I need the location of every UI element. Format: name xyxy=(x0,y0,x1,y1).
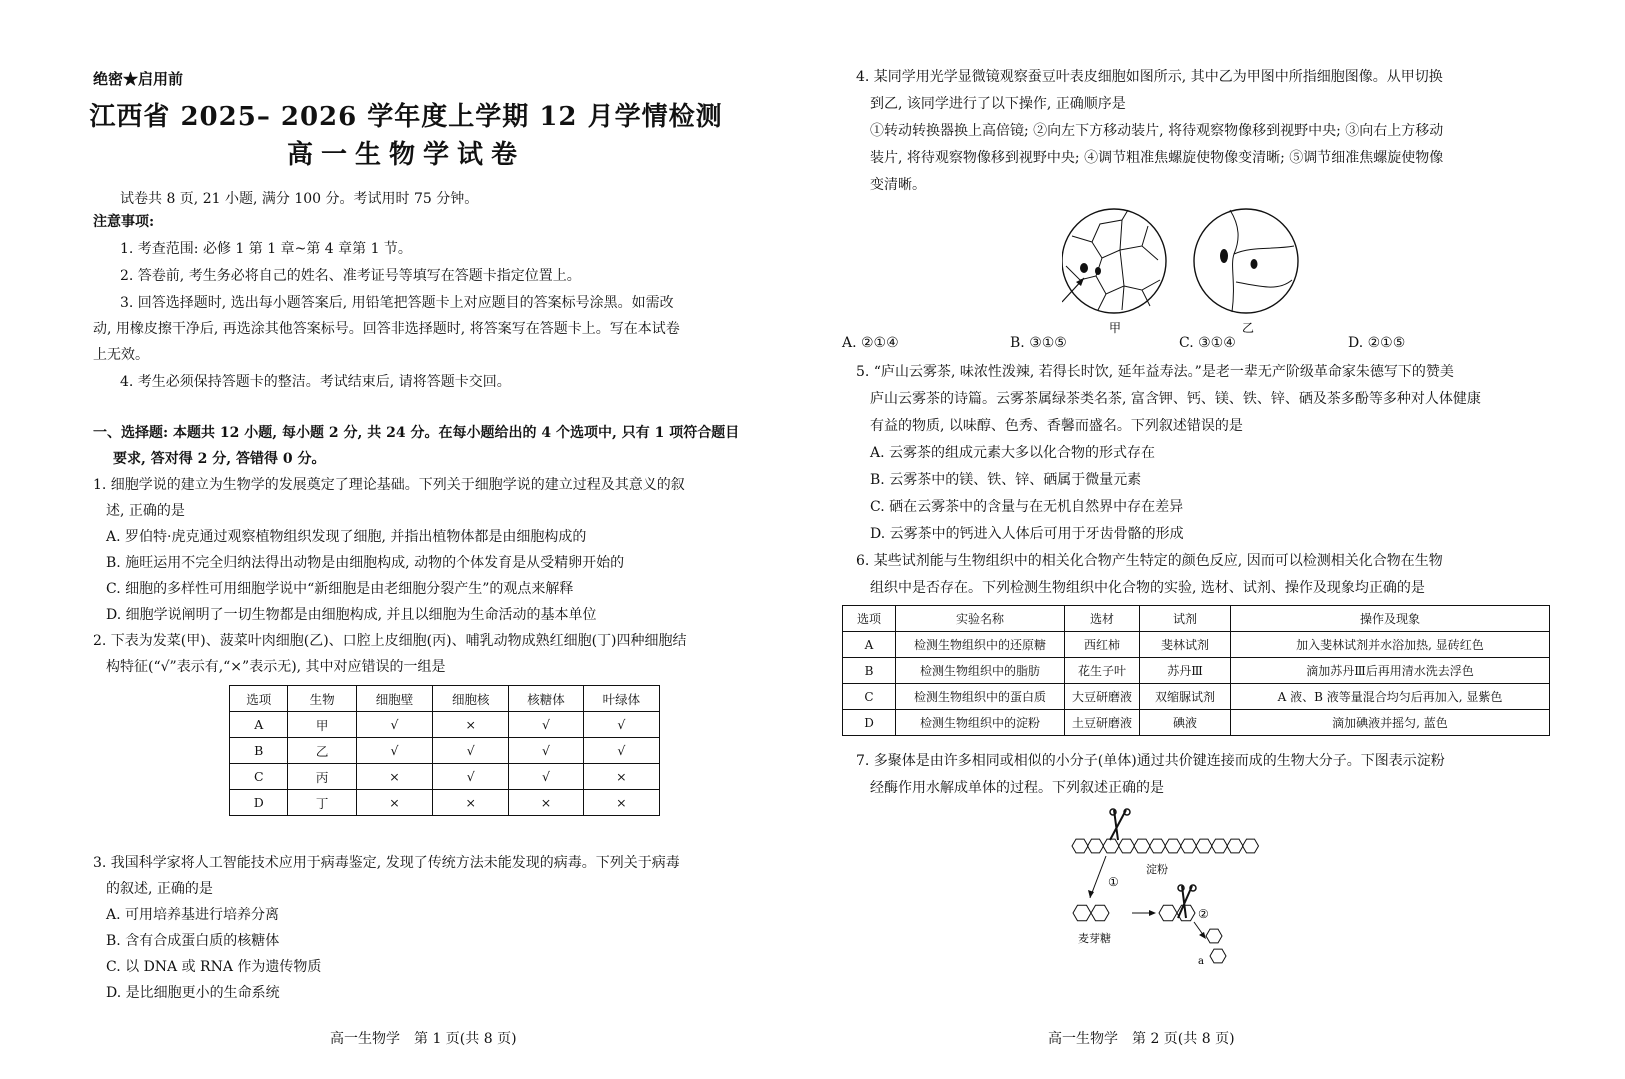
q1-option-c: C. 细胞的多样性可用细胞学说中“新细胞是由老细胞分裂产生”的观点来解释 xyxy=(106,581,574,597)
table-cell: √ xyxy=(433,764,509,790)
table-cell: √ xyxy=(583,738,659,764)
microscope-figure xyxy=(1062,206,1302,342)
q1-option-d: D. 细胞学说阐明了一切生物都是由细胞构成, 并且以细胞为生命活动的基本单位 xyxy=(106,607,597,623)
q1-stem: 1. 细胞学说的建立为生物学的发展奠定了理论基础。下列关于细胞学说的建立过程及其意义的叙 xyxy=(93,477,685,493)
q6-table-header xyxy=(843,606,1550,632)
label-starch: 淀粉 xyxy=(1146,863,1168,876)
table-cell: 碘液 xyxy=(1140,710,1231,736)
table-cell: C xyxy=(843,684,896,710)
q2-table xyxy=(229,685,660,816)
note-3-end: 上无效。 xyxy=(93,347,149,363)
label-a: a xyxy=(1198,956,1204,967)
q4-steps-2: 装片, 将待观察物像移到视野中央; ④调节粗准焦螺旋使物像变清晰; ⑤调节细准焦螺旋使物像 xyxy=(870,150,1444,166)
table-row xyxy=(843,658,1550,684)
figure-label-jia: 甲 xyxy=(1109,321,1122,335)
q3-stem: 3. 我国科学家将人工智能技术应用于病毒鉴定, 发现了传统方法未能发现的病毒。下列关于病毒 xyxy=(93,855,680,871)
table-cell: 土豆研磨液 xyxy=(1065,710,1140,736)
q2-header-cell: 生物 xyxy=(288,686,356,712)
q6-header-cell: 选材 xyxy=(1065,606,1140,632)
table-row xyxy=(843,710,1550,736)
glucose-ring xyxy=(1210,949,1226,963)
q5-stem-cont1: 庐山云雾茶的诗篇。云雾茶属绿茶类名茶, 富含钾、钙、镁、铁、锌、硒及茶多酚等多种对人体健康 xyxy=(870,391,1481,407)
glucose-ring xyxy=(1181,839,1197,853)
q2-header-cell: 细胞核 xyxy=(433,686,509,712)
table-cell: √ xyxy=(509,712,583,738)
table-cell: 双缩脲试剂 xyxy=(1140,684,1231,710)
table-cell: × xyxy=(583,790,659,816)
starch-chain xyxy=(1072,839,1259,853)
q2-header-cell: 核糖体 xyxy=(509,686,583,712)
q7-stem-cont: 经酶作用水解成单体的过程。下列叙述正确的是 xyxy=(870,780,1164,796)
note-2: 2. 答卷前, 考生务必将自己的姓名、准考证号等填写在答题卡指定位置上。 xyxy=(120,268,581,284)
table-cell: × xyxy=(356,764,432,790)
q5-option-a: A. 云雾茶的组成元素大多以化合物的形式存在 xyxy=(870,445,1156,461)
table-cell: 苏丹Ⅲ xyxy=(1140,658,1231,684)
q3-option-b: B. 含有合成蛋白质的核糖体 xyxy=(106,933,280,949)
q6-table xyxy=(842,605,1550,736)
table-cell: B xyxy=(843,658,896,684)
q2-header-cell: 细胞壁 xyxy=(356,686,432,712)
glucose-monomer xyxy=(1210,949,1226,963)
q4-steps-1: ①转动转换器换上高倍镜; ②向左下方移动装片, 将待观察物像移到视野中央; ③向右上方移动 xyxy=(870,123,1444,139)
table-cell: 乙 xyxy=(288,738,356,764)
table-cell: 丁 xyxy=(288,790,356,816)
field-yi xyxy=(1194,209,1298,313)
q6-header-cell: 实验名称 xyxy=(896,606,1065,632)
table-cell: × xyxy=(433,712,509,738)
scissors-icon xyxy=(1178,885,1196,918)
starch-hydrolysis-figure xyxy=(1070,806,1270,976)
arrow-icon xyxy=(1199,932,1206,939)
table-row xyxy=(843,632,1550,658)
table-row xyxy=(230,738,660,764)
glucose-ring xyxy=(1088,839,1104,853)
figure-label-yi: 乙 xyxy=(1242,321,1255,335)
glucose-ring xyxy=(1227,839,1243,853)
q5-option-c: C. 硒在云雾茶中的含量与在无机自然界中存在差异 xyxy=(870,499,1184,515)
glucose-ring xyxy=(1073,905,1091,921)
glucose-ring xyxy=(1206,929,1222,943)
q6-stem-cont: 组织中是否存在。下列检测生物组织中化合物的实验, 选材、试剂、操作及现象均正确的是 xyxy=(870,580,1425,596)
label-step1: ① xyxy=(1108,875,1119,889)
table-cell: A 液、B 液等量混合均匀后再加入, 显紫色 xyxy=(1231,684,1550,710)
q1-stem-cont: 述, 正确的是 xyxy=(106,503,185,519)
table-cell: 检测生物组织中的蛋白质 xyxy=(896,684,1065,710)
q6-header-cell: 操作及现象 xyxy=(1231,606,1550,632)
glucose-ring xyxy=(1091,905,1109,921)
glucose-ring xyxy=(1196,839,1212,853)
q2-header-cell: 叶绿体 xyxy=(583,686,659,712)
glucose-ring xyxy=(1159,905,1177,921)
maltose-molecule-2 xyxy=(1159,905,1195,921)
table-cell: D xyxy=(230,790,288,816)
q5-option-d: D. 云雾茶中的钙进入人体后可用于牙齿骨骼的形成 xyxy=(870,526,1184,542)
glucose-ring xyxy=(1072,839,1088,853)
note-4: 4. 考生必须保持答题卡的整洁。考试结束后, 请将答题卡交回。 xyxy=(120,374,511,390)
q5-stem-cont2: 有益的物质, 以味醇、色秀、香馨而盛名。下列叙述错误的是 xyxy=(870,418,1243,434)
table-cell: √ xyxy=(509,764,583,790)
glucose-ring xyxy=(1212,839,1228,853)
q3-stem-cont: 的叙述, 正确的是 xyxy=(106,881,213,897)
table-cell: 加入斐林试剂并水浴加热, 显砖红色 xyxy=(1231,632,1550,658)
table-cell: 检测生物组织中的还原糖 xyxy=(896,632,1065,658)
q4-option-b: B. ③①⑤ xyxy=(1010,335,1067,351)
glucose-ring xyxy=(1134,839,1150,853)
q4-stem-cont: 到乙, 该同学进行了以下操作, 正确顺序是 xyxy=(870,96,1126,112)
table-cell: D xyxy=(843,710,896,736)
glucose-ring xyxy=(1103,839,1119,853)
q4-steps-3: 变清晰。 xyxy=(870,177,926,193)
table-cell: 大豆研磨液 xyxy=(1065,684,1140,710)
q2-table-header xyxy=(230,686,660,712)
q2-stem: 2. 下表为发菜(甲)、菠菜叶肉细胞(乙)、口腔上皮细胞(丙)、哺乳动物成熟红细胞(丁)四种细胞结 xyxy=(93,633,687,649)
q2-header-cell: 选项 xyxy=(230,686,288,712)
notes-header: 注意事项: xyxy=(93,214,155,230)
page-footer-2: 高一生物学 第 2 页(共 8 页) xyxy=(1048,1031,1235,1047)
q2-stem-cont: 构特征(“√”表示有,“×”表示无), 其中对应错误的一组是 xyxy=(106,659,446,675)
q4-option-d: D. ②①⑤ xyxy=(1348,335,1406,351)
q1-option-a: A. 罗伯特·虎克通过观察植物组织发现了细胞, 并指出植物体都是由细胞构成的 xyxy=(106,529,587,545)
table-cell: √ xyxy=(433,738,509,764)
q6-header-cell: 选项 xyxy=(843,606,896,632)
section1-heading: 一、选择题: 本题共 12 小题, 每小题 2 分, 共 24 分。在每小题给出的 4 个选项中, 只有 1 项符合题目 xyxy=(93,425,740,441)
page-footer-1: 高一生物学 第 1 页(共 8 页) xyxy=(330,1031,517,1047)
q4-option-c: C. ③①④ xyxy=(1179,335,1236,351)
glucose-ring xyxy=(1119,839,1135,853)
table-cell: 检测生物组织中的淀粉 xyxy=(896,710,1065,736)
arrow-icon xyxy=(1149,910,1156,916)
table-row xyxy=(230,790,660,816)
table-row xyxy=(843,684,1550,710)
note-3: 3. 回答选择题时, 选出每小题答案后, 用铅笔把答题卡上对应题目的答案标号涂黑。如需改 xyxy=(120,295,674,311)
table-cell: √ xyxy=(356,738,432,764)
table-cell: C xyxy=(230,764,288,790)
q5-option-b: B. 云雾茶中的镁、铁、锌、硒属于微量元素 xyxy=(870,472,1142,488)
note-3-cont: 动, 用橡皮擦干净后, 再选涂其他答案标号。回答非选择题时, 将答案写在答题卡上。写在本试卷 xyxy=(93,321,680,337)
table-cell: × xyxy=(583,764,659,790)
q4-option-a: A. ②①④ xyxy=(842,335,899,351)
table-row xyxy=(230,712,660,738)
label-maltose: 麦芽糖 xyxy=(1078,932,1111,945)
table-cell: 西红柿 xyxy=(1065,632,1140,658)
table-cell: 滴加碘液并摇匀, 蓝色 xyxy=(1231,710,1550,736)
field-jia xyxy=(1062,209,1166,313)
table-cell: B xyxy=(230,738,288,764)
confidential-label: 绝密★启用前 xyxy=(93,70,184,88)
table-cell: 丙 xyxy=(288,764,356,790)
table-row xyxy=(230,764,660,790)
exam-title: 江西省 2025– 2026 学年度上学期 12 月学情检测 xyxy=(89,102,723,132)
q6-header-cell: 试剂 xyxy=(1140,606,1231,632)
glucose-monomer xyxy=(1206,929,1222,943)
exam-intro: 试卷共 8 页, 21 小题, 满分 100 分。考试用时 75 分钟。 xyxy=(120,191,479,207)
left-page xyxy=(0,0,812,1079)
q5-stem: 5. “庐山云雾茶, 味浓性泼辣, 若得长时饮, 延年益寿法。”是老一辈无产阶级革命家朱德写下的赞美 xyxy=(856,364,1454,380)
table-cell: × xyxy=(433,790,509,816)
section1-heading-cont: 要求, 答对得 2 分, 答错得 0 分。 xyxy=(113,451,326,467)
table-cell: √ xyxy=(583,712,659,738)
glucose-ring xyxy=(1243,839,1259,853)
table-cell: 滴加苏丹Ⅲ后再用清水洗去浮色 xyxy=(1231,658,1550,684)
table-cell: 检测生物组织中的脂肪 xyxy=(896,658,1065,684)
table-cell: √ xyxy=(356,712,432,738)
q3-option-d: D. 是比细胞更小的生命系统 xyxy=(106,985,280,1001)
table-cell: √ xyxy=(509,738,583,764)
q1-option-b: B. 施旺运用不完全归纳法得出动物是由细胞构成, 动物的个体发育是从受精卵开始的 xyxy=(106,555,625,571)
right-page xyxy=(812,0,1625,1079)
q7-stem: 7. 多聚体是由许多相同或相似的小分子(单体)通过共价键连接而成的生物大分子。下图表示淀粉 xyxy=(856,753,1445,769)
q4-stem: 4. 某同学用光学显微镜观察蚕豆叶表皮细胞如图所示, 其中乙为甲图中所指细胞图像。从甲切换 xyxy=(856,69,1443,85)
q3-option-a: A. 可用培养基进行培养分离 xyxy=(106,907,280,923)
q6-stem: 6. 某些试剂能与生物组织中的相关化合物产生特定的颜色反应, 因而可以检测相关化合物在生物 xyxy=(856,553,1443,569)
glucose-ring xyxy=(1150,839,1166,853)
exam-subtitle: 高一生物学试卷 xyxy=(286,140,525,170)
note-1: 1. 考查范围: 必修 1 第 1 章~第 4 章第 1 节。 xyxy=(120,241,412,257)
label-step2: ② xyxy=(1198,907,1209,921)
q3-option-c: C. 以 DNA 或 RNA 作为遗传物质 xyxy=(106,959,322,975)
table-cell: 甲 xyxy=(288,712,356,738)
scissors-icon xyxy=(1110,809,1130,840)
table-cell: × xyxy=(509,790,583,816)
maltose-molecule xyxy=(1073,905,1109,921)
table-cell: A xyxy=(230,712,288,738)
table-cell: A xyxy=(843,632,896,658)
table-cell: 花生子叶 xyxy=(1065,658,1140,684)
table-cell: 斐林试剂 xyxy=(1140,632,1231,658)
table-cell: × xyxy=(356,790,432,816)
glucose-ring xyxy=(1165,839,1181,853)
